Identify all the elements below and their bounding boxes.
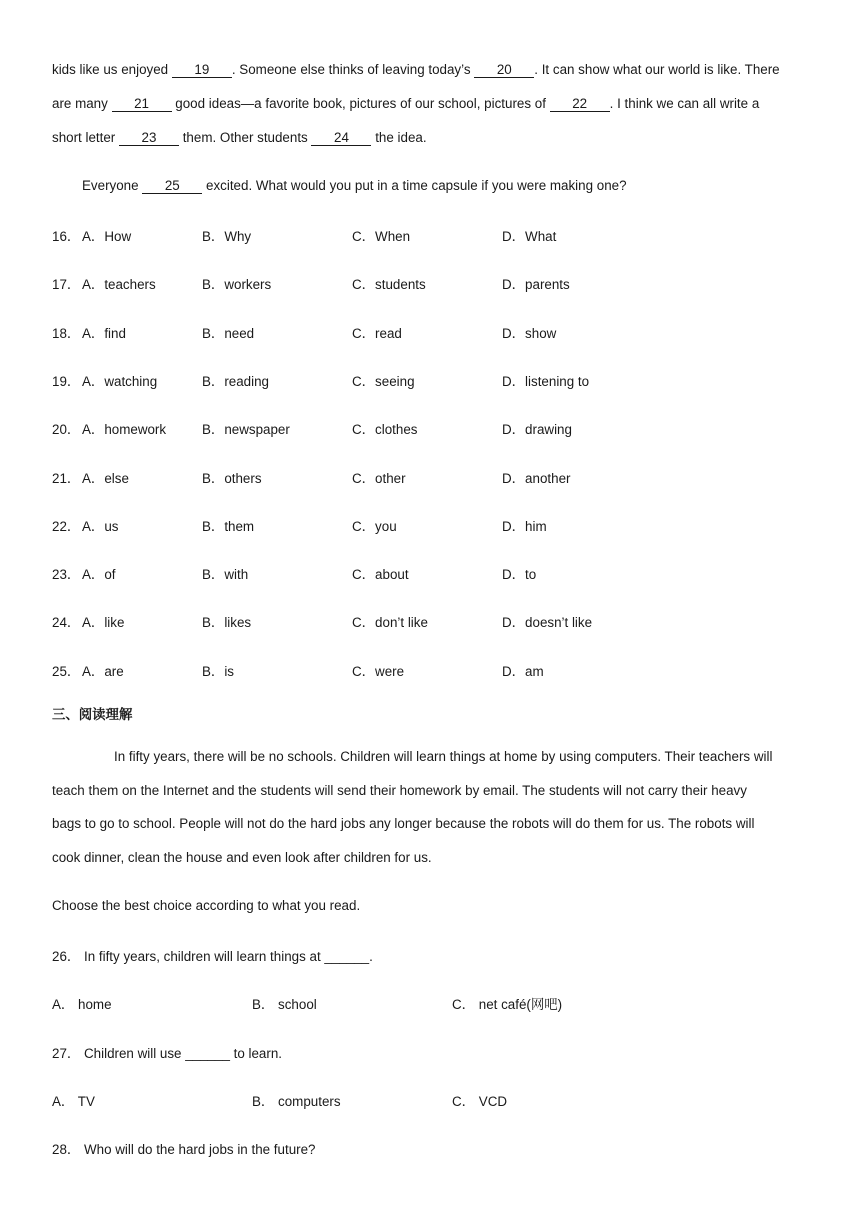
question-number: 22． <box>52 519 81 534</box>
option-d[interactable]: D．another <box>502 471 571 486</box>
option-a[interactable]: A．of <box>82 567 116 582</box>
question-row <box>52 323 812 341</box>
question-number: 23． <box>52 567 81 582</box>
question-27-options <box>52 1091 812 1109</box>
reading-para-line-4: cook dinner, clean the house and even look after children for us. <box>52 850 432 865</box>
option-b[interactable]: B．workers <box>202 277 272 292</box>
question-28-stem: 28． Who will do the hard jobs in the future? <box>52 1142 316 1157</box>
question-number: 19． <box>52 374 81 389</box>
option-c[interactable]: C．you <box>352 519 397 534</box>
option-b[interactable]: B．reading <box>202 374 269 389</box>
option-c[interactable]: C．When <box>352 229 411 244</box>
question-row <box>52 274 812 292</box>
option-d[interactable]: D．show <box>502 326 557 341</box>
option-c[interactable]: C． VCD <box>452 1094 508 1109</box>
option-a[interactable]: A．like <box>82 615 125 630</box>
option-c[interactable]: C．other <box>352 471 406 486</box>
option-a[interactable]: A． TV <box>52 1094 95 1109</box>
question-row <box>52 564 812 582</box>
option-d[interactable]: D．drawing <box>502 422 572 437</box>
option-a[interactable]: A．homework <box>82 422 167 437</box>
question-number: 18． <box>52 326 81 341</box>
option-d[interactable]: D．listening to <box>502 374 590 389</box>
option-c[interactable]: C．about <box>352 567 409 582</box>
passage-text: . It can show what our world is like. There <box>534 62 780 77</box>
blank-19: 19 <box>172 63 232 78</box>
passage-text: are many <box>52 96 112 111</box>
option-d[interactable]: D．am <box>502 664 544 679</box>
passage-text: the idea. <box>371 130 427 145</box>
option-a[interactable]: A．watching <box>82 374 158 389</box>
reading-para-line-3: bags to go to school. People will not do the hard jobs any longer because the robots will do them for us. The robots will <box>52 816 755 831</box>
option-a[interactable]: A． home <box>52 997 112 1012</box>
blank-21: 21 <box>112 97 172 112</box>
reading-instruction: Choose the best choice according to what you read. <box>52 898 361 913</box>
question-number: 24． <box>52 615 81 630</box>
passage-text: excited. What would you put in a time capsule if you were making one? <box>202 178 627 193</box>
question-number: 21． <box>52 471 81 486</box>
option-c[interactable]: C．don’t like <box>352 615 428 630</box>
blank-23: 23 <box>119 131 179 146</box>
passage-text: Everyone <box>82 178 143 193</box>
option-b[interactable]: B． computers <box>252 1094 341 1109</box>
blank-20: 20 <box>474 63 534 78</box>
reading-para-line-1: In fifty years, there will be no schools. Children will learn things at home by using computers. Their teachers will <box>114 749 773 764</box>
passage-line-4 <box>82 178 627 194</box>
option-b[interactable]: B．them <box>202 519 255 534</box>
question-number: 20． <box>52 422 81 437</box>
section-title: 三、阅读理解 <box>52 708 133 723</box>
reading-para-line-2: teach them on the Internet and the students will send their homework by email. The students will not carry their heavy <box>52 783 747 798</box>
question-row <box>52 612 812 630</box>
option-b[interactable]: B．Why <box>202 229 252 244</box>
passage-text: short letter <box>52 130 119 145</box>
option-b[interactable]: B．is <box>202 664 234 679</box>
option-c[interactable]: C．seeing <box>352 374 415 389</box>
option-d[interactable]: D．him <box>502 519 547 534</box>
option-b[interactable]: B． school <box>252 997 317 1012</box>
passage-text: good ideas—a favorite book, pictures of our school, pictures of <box>171 96 550 111</box>
option-b[interactable]: B．need <box>202 326 255 341</box>
option-b[interactable]: B．likes <box>202 615 252 630</box>
question-row <box>52 468 812 486</box>
option-a[interactable]: A．teachers <box>82 277 156 292</box>
passage-text: . Someone else thinks of leaving today’s <box>231 62 475 77</box>
question-27-stem: 27． Children will use ______ to learn. <box>52 1046 283 1061</box>
option-d[interactable]: D．parents <box>502 277 570 292</box>
question-26-options <box>52 994 812 1012</box>
passage-line-1 <box>52 62 780 78</box>
question-number: 16． <box>52 229 81 244</box>
blank-25: 25 <box>142 179 202 194</box>
option-a[interactable]: A．find <box>82 326 126 341</box>
option-b[interactable]: B．others <box>202 471 262 486</box>
option-d[interactable]: D．to <box>502 567 537 582</box>
option-c[interactable]: C．read <box>352 326 402 341</box>
option-a[interactable]: A．us <box>82 519 119 534</box>
option-c[interactable]: C． net café(网吧) <box>452 997 563 1012</box>
option-b[interactable]: B．with <box>202 567 249 582</box>
passage-line-3 <box>52 130 427 146</box>
option-a[interactable]: A．How <box>82 229 132 244</box>
question-row <box>52 371 812 389</box>
question-number: 17． <box>52 277 81 292</box>
blank-24: 24 <box>311 131 371 146</box>
option-a[interactable]: A．are <box>82 664 124 679</box>
option-c[interactable]: C．clothes <box>352 422 418 437</box>
question-row <box>52 516 812 534</box>
passage-line-2 <box>52 96 759 112</box>
option-c[interactable]: C．students <box>352 277 426 292</box>
question-row <box>52 661 812 679</box>
question-row <box>52 419 812 437</box>
question-row <box>52 226 812 244</box>
option-d[interactable]: D．What <box>502 229 557 244</box>
passage-text: them. Other students <box>178 130 312 145</box>
option-d[interactable]: D．doesn’t like <box>502 615 593 630</box>
blank-22: 22 <box>550 97 610 112</box>
option-c[interactable]: C．were <box>352 664 405 679</box>
option-a[interactable]: A．else <box>82 471 129 486</box>
passage-text: kids like us enjoyed <box>52 62 172 77</box>
question-26-stem: 26． In fifty years, children will learn things at ______. <box>52 949 373 964</box>
passage-text: . I think we can all write a <box>609 96 760 111</box>
option-b[interactable]: B．newspaper <box>202 422 290 437</box>
question-number: 25． <box>52 664 81 679</box>
